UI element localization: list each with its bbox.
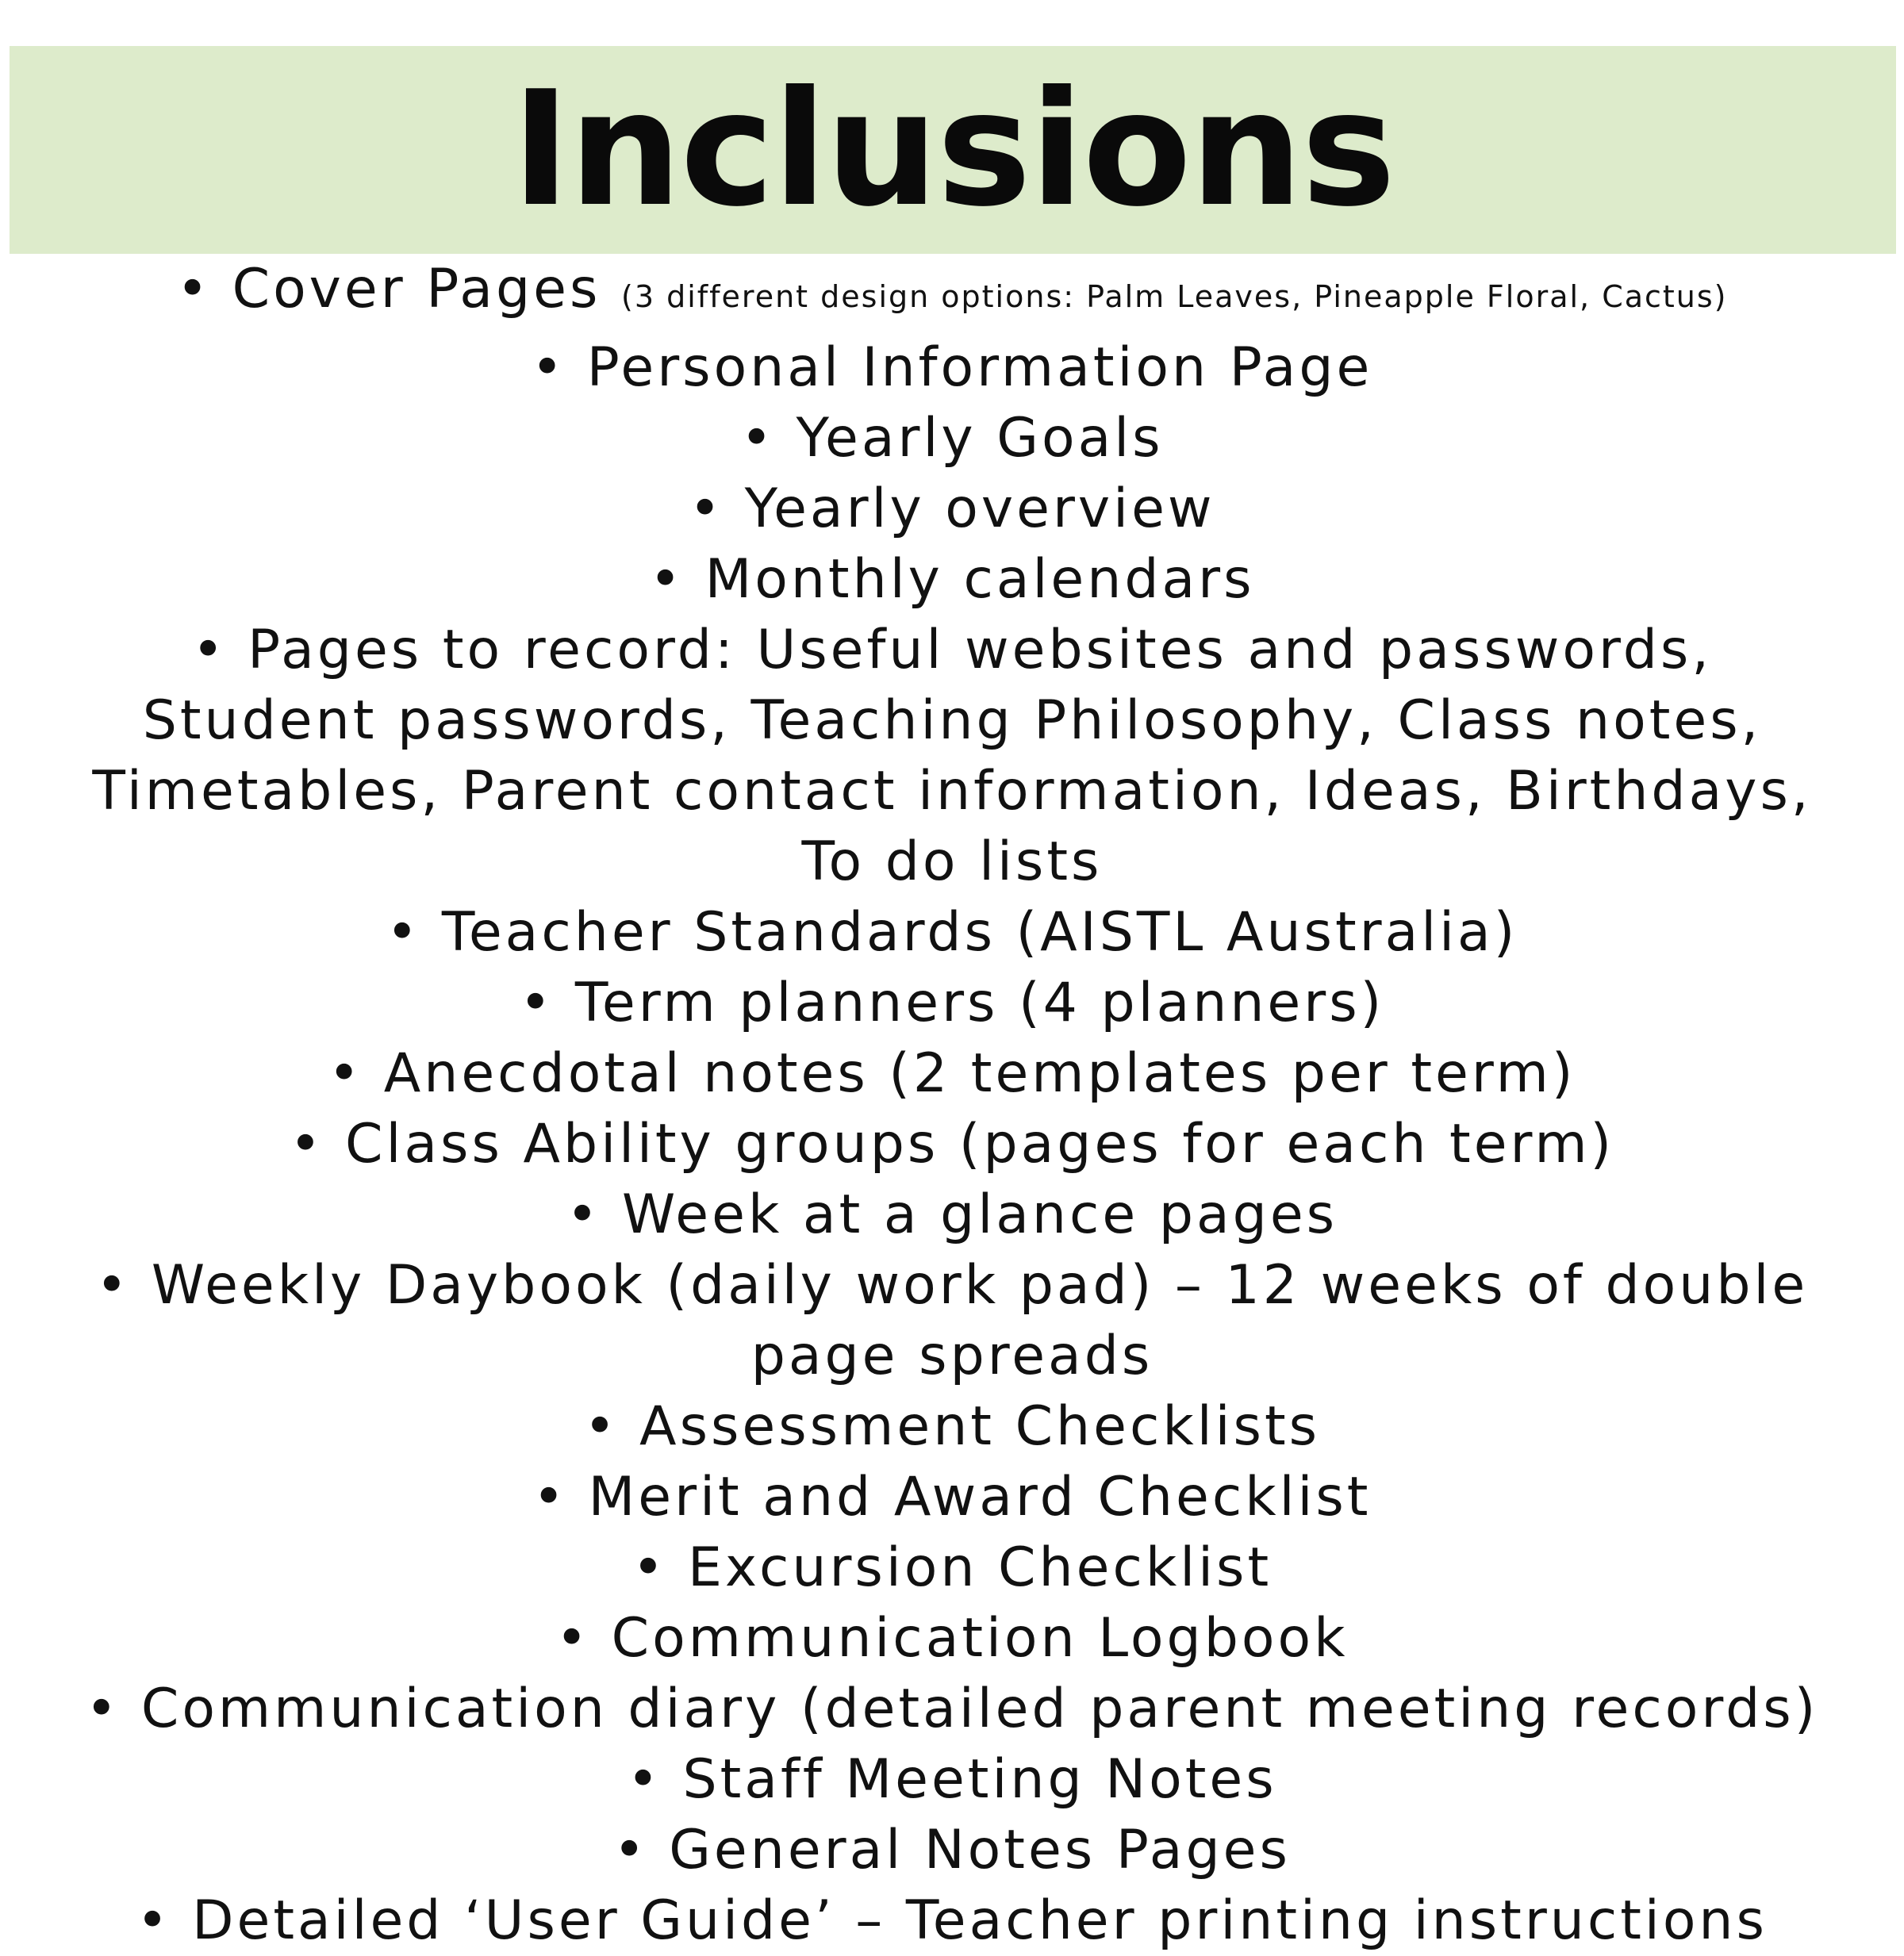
list-item-text: Cover Pages xyxy=(232,258,601,320)
list-item xyxy=(32,1532,1872,1603)
list-item-text: Yearly Goals xyxy=(796,407,1164,470)
page-title: Inclusions xyxy=(511,57,1395,242)
list-item-text: Merit and Award Checklist xyxy=(588,1466,1372,1528)
bullet-icon: • xyxy=(136,1889,172,1952)
bullet-icon: • xyxy=(386,901,421,964)
list-item xyxy=(32,1250,1872,1391)
bullet-icon: • xyxy=(192,619,228,681)
bullet-icon: • xyxy=(583,1395,620,1458)
bullet-icon: • xyxy=(328,1042,363,1105)
list-item-text: Term planners (4 planners) xyxy=(574,972,1385,1034)
list-item xyxy=(32,968,1872,1038)
list-item xyxy=(32,1179,1872,1250)
bullet-icon: • xyxy=(176,258,212,320)
bullet-icon: • xyxy=(531,336,566,399)
list-item-text: Anecdotal notes (2 templates per term) xyxy=(383,1042,1576,1105)
list-item xyxy=(32,1038,1872,1109)
list-item-text: Detailed ‘User Guide’ – Teacher printing instructions xyxy=(192,1889,1768,1952)
list-item-text: Assessment Checklists xyxy=(639,1395,1321,1458)
list-item-text: Communication diary (detailed parent meeting records) xyxy=(140,1678,1819,1740)
list-item-text: Weekly Daybook (daily work pad) – 12 weeks of double page spreads xyxy=(151,1254,1809,1387)
list-item-text: Pages to record: Useful websites and passwords, Student passwords, Teaching Philosophy, Class notes, Timetables, Parent contact information, Ideas, Birthdays, To do lists xyxy=(92,619,1812,893)
list-item-text: Monthly calendars xyxy=(704,548,1255,611)
bullet-icon: • xyxy=(289,1113,324,1176)
list-item-cover-pages xyxy=(32,254,1872,332)
list-item-text: Yearly overview xyxy=(744,477,1215,540)
list-item xyxy=(32,332,1872,403)
bullet-icon: • xyxy=(85,1678,121,1740)
title-banner xyxy=(10,46,1896,254)
list-item-text: Excursion Checklist xyxy=(687,1536,1273,1599)
list-item-text: Week at a glance pages xyxy=(622,1183,1338,1246)
list-item-text: Class Ability groups (pages for each term) xyxy=(345,1113,1615,1176)
list-item xyxy=(32,1391,1872,1462)
bullet-icon: • xyxy=(95,1254,131,1317)
list-item xyxy=(32,1885,1872,1956)
bullet-icon: • xyxy=(566,1183,602,1246)
bullet-icon: • xyxy=(627,1748,662,1811)
bullet-icon: • xyxy=(519,972,555,1034)
list-item-text: General Notes Pages xyxy=(669,1819,1291,1881)
list-item xyxy=(32,1674,1872,1744)
list-item xyxy=(32,615,1872,897)
list-item-text: Staff Meeting Notes xyxy=(682,1748,1277,1811)
list-item xyxy=(32,474,1872,544)
list-item-text: Communication Logbook xyxy=(611,1607,1349,1670)
list-item xyxy=(32,1462,1872,1532)
bullet-icon: • xyxy=(532,1466,568,1528)
inclusions-list xyxy=(32,254,1872,1956)
list-item-note: (3 different design options: Palm Leaves, Pineapple Floral, Cactus) xyxy=(621,279,1728,314)
bullet-icon: • xyxy=(740,407,776,470)
list-item xyxy=(32,897,1872,968)
bullet-icon: • xyxy=(555,1607,591,1670)
list-item xyxy=(32,1109,1872,1179)
bullet-icon: • xyxy=(613,1819,649,1881)
bullet-icon: • xyxy=(649,548,685,611)
list-item xyxy=(32,1815,1872,1885)
list-item-text: Personal Information Page xyxy=(586,336,1373,399)
list-item-text: Teacher Standards (AISTL Australia) xyxy=(441,901,1518,964)
list-item xyxy=(32,403,1872,474)
list-item xyxy=(32,1603,1872,1674)
bullet-icon: • xyxy=(689,477,724,540)
list-item xyxy=(32,1744,1872,1815)
bullet-icon: • xyxy=(631,1536,667,1599)
list-item xyxy=(32,544,1872,615)
